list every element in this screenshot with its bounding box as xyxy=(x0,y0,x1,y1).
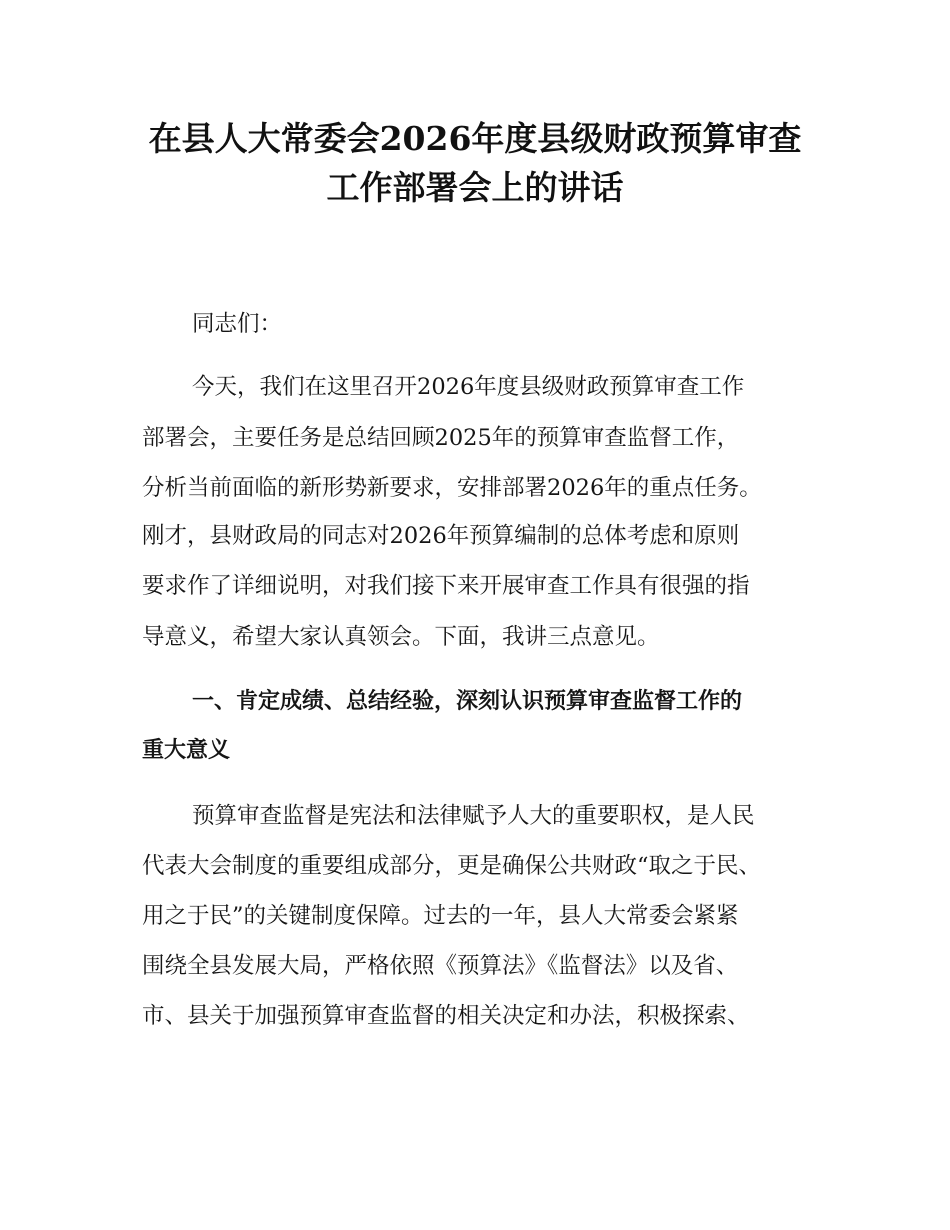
paragraph-2-line-5: 市、县关于加强预算审查监督的相关决定和办法，积极探索、 xyxy=(142,1003,750,1029)
document-title-line-2: 工作部署会上的讲话 xyxy=(326,168,624,207)
section-1-heading-line-1: 一、肯定成绩、总结经验，深刻认识预算审查监督工作的 xyxy=(192,689,743,714)
paragraph-1-line-3: 分析当前面临的新形势新要求，安排部署2026年的重点任务。 xyxy=(142,475,762,501)
section-1-heading-line-2: 重大意义 xyxy=(142,738,231,763)
paragraph-2-line-1: 预算审查监督是宪法和法律赋予人大的重要职权，是人民 xyxy=(192,803,755,829)
paragraph-1-line-5: 要求作了详细说明，对我们接下来开展审查工作具有很强的指 xyxy=(142,573,750,599)
salutation: 同志们： xyxy=(192,311,283,337)
paragraph-1-line-1: 今天，我们在这里召开2026年度县级财政预算审查工作 xyxy=(192,374,745,400)
paragraph-2-line-2: 代表大会制度的重要组成部分，更是确保公共财政“取之于民、 xyxy=(142,853,762,879)
paragraph-2-line-4: 围绕全县发展大局，严格依照《预算法》《监督法》以及省、 xyxy=(142,953,739,979)
paragraph-2-line-3: 用之于民”的关键制度保障。过去的一年，县人大常委会紧紧 xyxy=(142,903,739,929)
document-title-line-1: 在县人大常委会2026年度县级财政预算审查 xyxy=(148,119,802,158)
paragraph-1-line-2: 部署会，主要任务是总结回顾2025年的预算审查监督工作， xyxy=(142,425,740,451)
paragraph-1-line-6: 导意义，希望大家认真领会。下面，我讲三点意见。 xyxy=(142,624,660,650)
paragraph-1-line-4: 刚才，县财政局的同志对2026年预算编制的总体考虑和原则 xyxy=(142,523,740,549)
